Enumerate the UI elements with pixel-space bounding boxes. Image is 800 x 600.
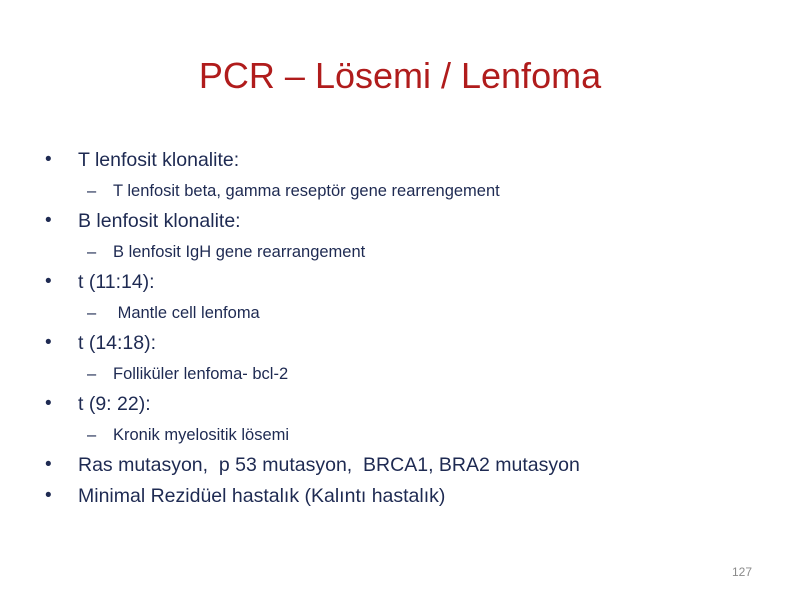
bullet-item: [45, 206, 765, 237]
bullet-icon: •: [45, 271, 52, 292]
dash-icon: –: [87, 364, 97, 383]
dash-icon: –: [87, 425, 97, 444]
sub-bullet-text: Kronik myelositik lösemi: [113, 425, 290, 444]
sub-bullet-item: [45, 237, 765, 268]
bullet-text: t (9: 22):: [78, 393, 151, 415]
bullet-item: [45, 267, 765, 298]
slide-title: PCR – Lösemi / Lenfoma: [198, 55, 602, 96]
bullet-icon: •: [45, 393, 52, 414]
sub-bullet-text: Mantle cell lenfoma: [113, 303, 260, 322]
bullet-item: [45, 481, 765, 512]
sub-bullet-item: [45, 298, 765, 329]
bullet-icon: •: [45, 454, 52, 475]
bullet-icon: •: [45, 149, 52, 170]
bullet-text: t (14:18):: [78, 332, 157, 354]
sub-bullet-text: B lenfosit IgH gene rearrangement: [113, 242, 366, 261]
bullet-text: Minimal Rezidüel hastalık (Kalıntı hastalık): [78, 484, 446, 507]
dash-icon: –: [87, 303, 97, 322]
sub-bullet-item: [45, 359, 765, 390]
bullet-item: [45, 328, 765, 359]
bullet-item: [45, 145, 765, 176]
bullet-text: t (11:14):: [78, 271, 155, 293]
bullet-text: Ras mutasyon, p 53 mutasyon, BRCA1, BRA2 mutasyon: [78, 454, 580, 476]
bullet-text: B lenfosit klonalite:: [78, 210, 241, 232]
bullet-text: T lenfosit klonalite:: [78, 149, 240, 171]
sub-bullet-item: [45, 176, 765, 207]
bullet-item: [45, 450, 765, 481]
bullet-icon: •: [45, 210, 52, 231]
dash-icon: –: [87, 242, 97, 261]
bullet-list: [45, 145, 765, 511]
sub-bullet-item: [45, 420, 765, 451]
bullet-icon: •: [45, 484, 52, 506]
bullet-icon: •: [45, 332, 52, 353]
sub-bullet-text: T lenfosit beta, gamma reseptör gene rearrengement: [113, 181, 500, 200]
page-number: 127: [731, 565, 752, 579]
sub-bullet-text: Folliküler lenfoma- bcl-2: [113, 364, 289, 383]
bullet-item: [45, 389, 765, 420]
dash-icon: –: [87, 181, 97, 200]
